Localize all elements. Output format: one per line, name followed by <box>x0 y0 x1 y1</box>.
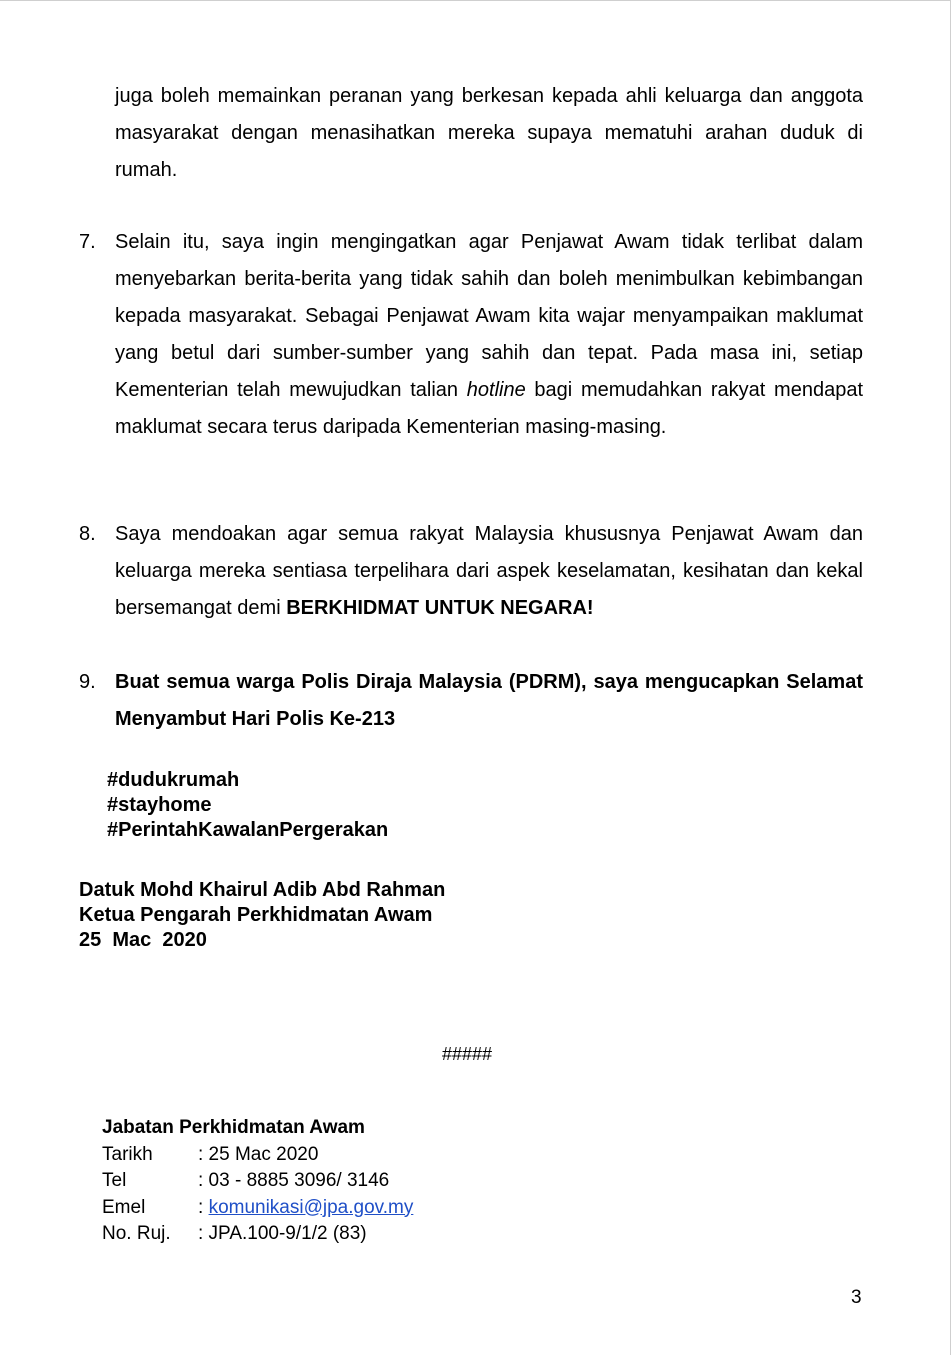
contact-block <box>102 1115 413 1248</box>
signature-block <box>79 878 445 953</box>
hashtag: #dudukrumah <box>107 769 240 791</box>
page-number: 3 <box>851 1287 862 1308</box>
paragraph-7 <box>115 224 863 446</box>
paragraph-9-text: Buat semua warga Polis Diraja Malaysia (PDRM), saya mengucapkan Selamat Menyambut Hari Polis Ke-213 <box>115 671 863 730</box>
email-link[interactable]: komunikasi@jpa.gov.my <box>208 1196 414 1218</box>
contact-value-prefix: : <box>198 1196 209 1218</box>
paragraph-8-bold: BERKHIDMAT UNTUK NEGARA! <box>286 597 594 619</box>
contact-row-email <box>102 1195 413 1222</box>
paragraph-continuation <box>115 78 863 189</box>
paragraph-8 <box>115 516 863 627</box>
paragraph-7-italic: hotline <box>466 379 526 401</box>
contact-row-reference <box>102 1221 413 1248</box>
contact-row-date <box>102 1142 413 1169</box>
contact-organization: Jabatan Perkhidmatan Awam <box>102 1117 365 1138</box>
paragraph-7-text-before: Selain itu, saya ingin mengingatkan agar Penjawat Awam tidak terlibat dalam menyebarkan berita-berita yang tidak sahih dan boleh menimbulkan kebimbangan kepada masyarakat. Sebagai Penjawat Awam kita wajar menyampaikan maklumat yang betul dari sumber-sumber yang sahih dan tepat. Pada masa ini, setiap Kementerian telah mewujudkan talian <box>115 231 863 401</box>
paragraph-7-number: 7. <box>79 231 96 253</box>
paragraph-9-number: 9. <box>79 671 96 693</box>
paragraph-continuation-text: juga boleh memainkan peranan yang berkesan kepada ahli keluarga dan anggota masyarakat dengan menasihatkan mereka supaya mematuhi arahan duduk di rumah. <box>115 85 863 181</box>
signature-date: 25 Mac 2020 <box>79 929 207 951</box>
hashtag: #stayhome <box>107 794 212 816</box>
signature-name: Datuk Mohd Khairul Adib Abd Rahman <box>79 879 446 901</box>
paragraph-7-text-after: bagi memudahkan rakyat mendapat maklumat secara terus daripada Kementerian masing-masing. <box>115 379 864 438</box>
contact-label: Tarikh <box>102 1143 153 1165</box>
contact-label: No. Ruj. <box>102 1223 171 1244</box>
paragraph-8-number: 8. <box>79 523 96 545</box>
hashtag-list <box>107 768 388 843</box>
hashtag: #PerintahKawalanPergerakan <box>107 819 389 841</box>
signature-title: Ketua Pengarah Perkhidmatan Awam <box>79 904 433 926</box>
contact-row-tel <box>102 1168 413 1195</box>
contact-value: : 25 Mac 2020 <box>198 1143 319 1165</box>
contact-value: : 03 - 8885 3096/ 3146 <box>198 1170 390 1191</box>
contact-label: Emel <box>102 1196 146 1218</box>
paragraph-8-text: Saya mendoakan agar semua rakyat Malaysia khususnya Penjawat Awam dan keluarga mereka sentiasa terpelihara dari aspek keselamatan, kesihatan dan kekal bersemangat demi <box>115 523 863 619</box>
paragraph-9 <box>115 664 863 738</box>
contact-label: Tel <box>102 1170 127 1191</box>
end-separator: ##### <box>442 1044 493 1064</box>
contact-value: : JPA.100-9/1/2 (83) <box>198 1223 367 1244</box>
